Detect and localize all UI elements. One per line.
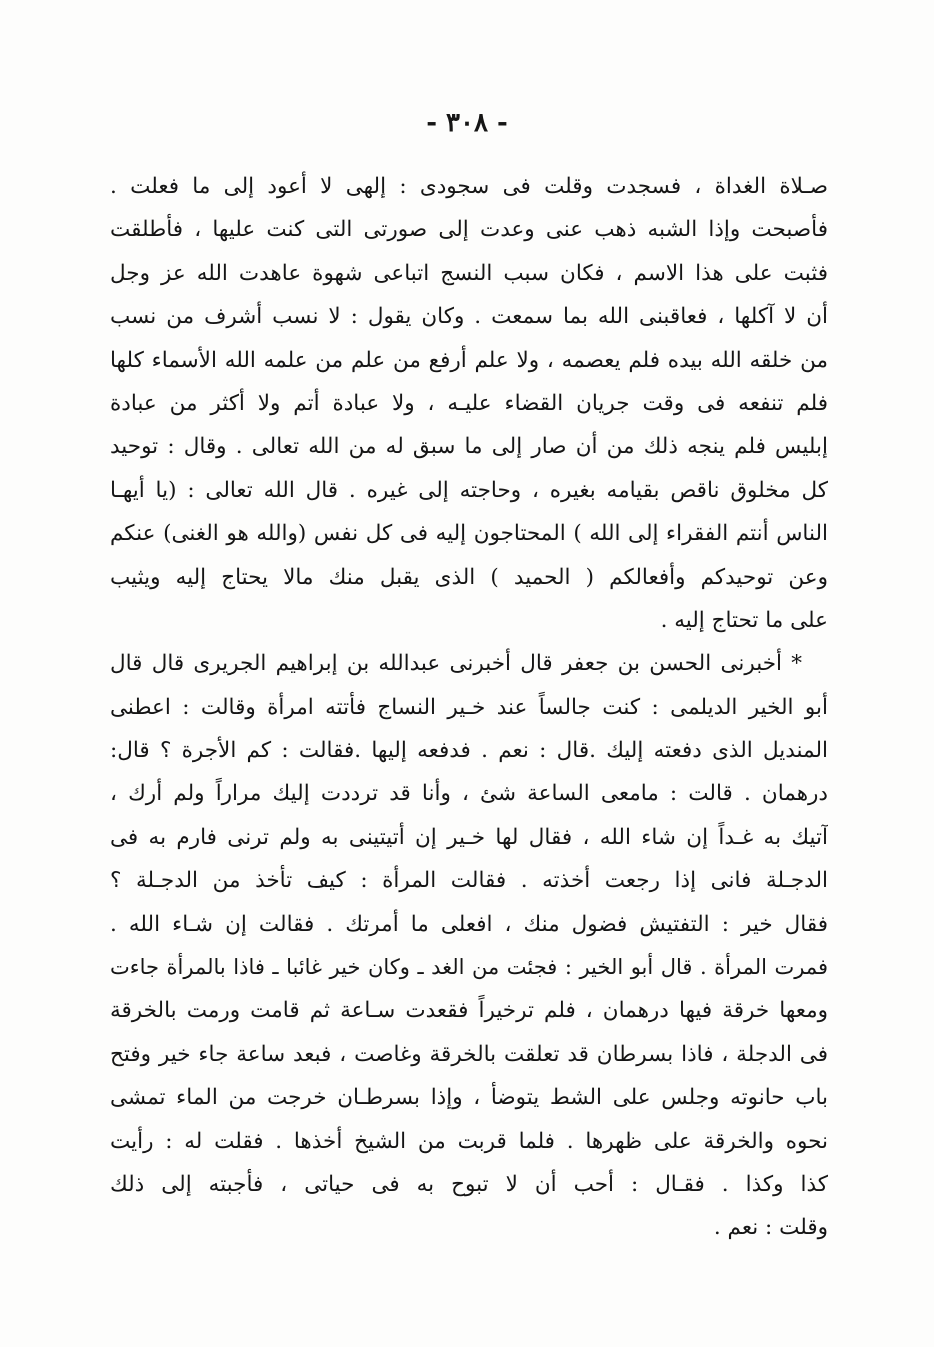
text-line: وقلت : نعم . bbox=[713, 1215, 828, 1241]
text-line: فقال خير : التفتيش فضول منك ، افعلى ما أمرتك . فقالت إن شـاء الله . bbox=[110, 911, 828, 937]
text-line: درهمان . قالت : مامعى الساعة شئ ، وأنا قد ترددت إليك مراراً ولم أرك ، bbox=[110, 781, 828, 807]
text-line: على ما تحتاج إليه . bbox=[660, 607, 828, 633]
text-line: المنديل الذى دفعته إليك .قال : نعم . فدفعه إليها .فقالت : كم الأجرة ؟ قال: bbox=[110, 738, 828, 764]
text-line: أن لا آكلها ، فعاقبنى الله بما سمعت . وكان يقول : لا نسب أشرف من نسب bbox=[110, 304, 828, 330]
text-line: إبليس فلم ينجه ذلك من أن صار إلى ما سبق له من الله تعالى . وقال : توحيد bbox=[110, 434, 828, 460]
text-line: آتيك به غـداً إن شاء الله ، فقال لها خـير إن أتيتينى به ولم ترنى فارم به فى bbox=[110, 824, 828, 850]
text-line: صـلاة الغداة ، فسجدت وقلت فى سجودى : إلهى لا أعود إلى ما فعلت . bbox=[110, 174, 828, 199]
text-line: أبو الخير الديلمى : كنت جالساً عند خـير النساج فأتته امرأة وقالت : اعطنى bbox=[110, 694, 828, 720]
text-line: كذا وكذا . فقـال : أحب أن لا تبوح به فى حياتى ، فأجبته إلى ذلك bbox=[110, 1171, 828, 1197]
body-text bbox=[110, 165, 828, 1250]
text-line: فمرت المرأة . قال أبو الخير : فجئت من الغد ـ وكان خير غائبا ـ فاذا بالمرأة جاءت bbox=[110, 955, 828, 980]
text-line: فى الدجلة ، فاذا بسرطان قد تعلقت بالخرقة وغاصت ، فبعد ساعة جاء خير وفتح bbox=[110, 1041, 828, 1067]
text-line: فلم تنفعه فى وقت جريان القضاء عليـه ، ولا عبادة أتم ولا أكثر من عبادة bbox=[110, 390, 828, 416]
text-line: نحوه والخرقة على ظهرها . فلما قربت من الشيخ أخذها . فقلت له : رأيت bbox=[110, 1128, 828, 1154]
text-line: * أخبرنى الحسن بن جعفر قال أخبرنى عبدالله بن إبراهيم الجريرى قال قال bbox=[110, 651, 802, 677]
text-line: وعن توحيدكم وأفعالكم ( الحميد ) الذى يقبل منك مالا يحتاج إليه ويثيب bbox=[110, 564, 828, 590]
text-line: ومعها خرقة فيها درهمان ، فلم ترخيراً فقعدت سـاعة ثم قامت ورمت بالخرقة bbox=[110, 998, 828, 1024]
text-line: فأصبحت وإذا الشبه ذهب عنى وعدت إلى صورتى التى كنت عليها ، فأطلقت bbox=[110, 217, 828, 243]
page-number: - ٣٠٨ - bbox=[426, 108, 508, 138]
text-line: فثبت على هذا الاسم ، فكان سبب النسج اتباعى شهوة عاهدت الله عز وجل bbox=[110, 260, 828, 286]
text-line: كل مخلوق ناقص بقيامه بغيره ، وحاجته إلى غيره . قال الله تعالى : (يا أيهـا bbox=[110, 477, 828, 503]
text-line: من خلقه الله بيده فلم يعصمه ، ولا علم أرفع من علم من علمه الله الأسماء كلها bbox=[110, 347, 828, 373]
text-line: باب حانوته وجلس على الشط يتوضأ ، وإذا بسرطـان خرجت من الماء تمشى bbox=[110, 1085, 828, 1111]
text-line: الناس أنتم الفقراء إلى الله ) المحتاجون إليه فى كل نفس (والله هو الغنى) عنكم bbox=[110, 521, 828, 547]
text-line: الدجـلة فانى إذا رجعت أخذته . فقالت المرأة : كيف تأخذ من الدجـلة ؟ bbox=[110, 868, 828, 894]
